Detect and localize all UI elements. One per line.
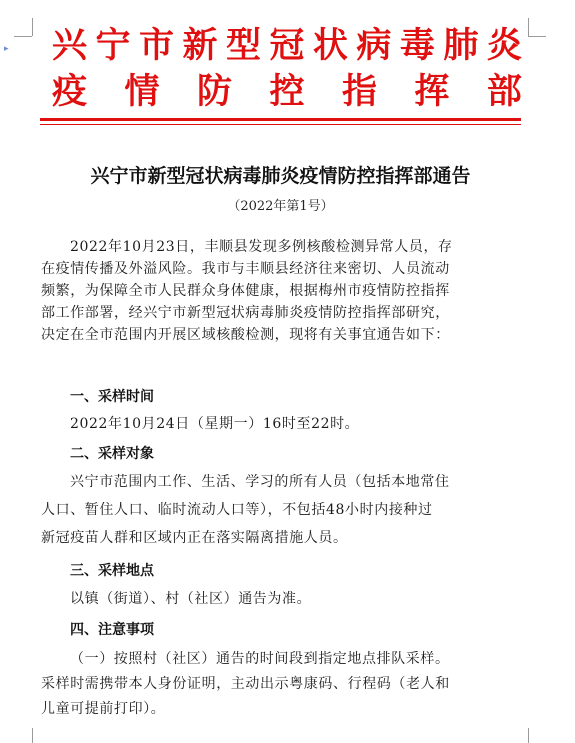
letterhead-line-1 [52,26,522,66]
intro-line: 部工作部署，经兴宁市新型冠状病毒肺炎疫情防控指挥部研究， [41,305,450,321]
letterhead-char: 部 [486,72,522,112]
letterhead-char: 新 [182,26,218,66]
bookmark-marker-icon: ▸ [4,44,9,54]
section-line: 人口、暂住人口、临时流动人口等），不包括48小时内接种过 [41,502,433,518]
intro-line: 在疫情传播及外溢风险。我市与丰顺县经济往来密切、人员流动 [41,261,450,277]
letterhead-char: 毒 [399,26,435,66]
letterhead-char: 指 [341,72,377,112]
crop-mark [14,36,32,37]
letterhead-char: 挥 [414,72,450,112]
section-body-notes [41,648,521,720]
letterhead-char: 型 [225,26,261,66]
section-line: 以镇（街道）、村（社区）通告为准。 [70,591,312,607]
letterhead-char: 防 [196,72,232,112]
section-line: 兴宁市范围内工作、生活、学习的所有人员（包括本地常住 [70,474,450,490]
intro-line: 频繁，为保障全市人民群众身体健康，根据梅州市疫情防控指挥 [41,283,450,299]
section-line: （一）按照村（社区）通告的时间段到指定地点排队采样。 [70,651,450,667]
letterhead-char: 市 [138,26,174,66]
section-line: 2022年10月24日（星期一）16时至22时。 [70,416,360,432]
crop-mark [32,728,33,743]
intro-paragraph [41,236,521,346]
letterhead-rule-thin [40,124,521,125]
letterhead-char: 控 [269,72,305,112]
section-heading-sampling-time: 一、采样时间 [70,389,154,405]
letterhead-rule [40,118,521,121]
section-line: 采样时需携带本人身份证明，主动出示粤康码、行程码（老人和 [41,676,450,692]
letterhead-char: 情 [124,72,160,112]
section-heading-sampling-target: 二、采样对象 [70,446,154,462]
letterhead-char: 疫 [52,72,88,112]
letterhead-char: 肺 [443,26,479,66]
letterhead-char: 炎 [486,26,522,66]
letterhead-char: 病 [356,26,392,66]
section-body-sampling-time [41,413,521,435]
letterhead-char: 状 [312,26,348,66]
section-line: 新冠疫苗人群和区域内正在落实隔离措施人员。 [41,530,348,546]
section-line: 儿童可提前打印）。 [41,701,166,717]
section-heading-notes: 四、注意事项 [70,622,154,638]
section-body-sampling-location [41,588,521,610]
letterhead-char: 宁 [95,26,131,66]
crop-mark [528,18,529,36]
letterhead-char: 冠 [269,26,305,66]
intro-line: 2022年10月23日，丰顺县发现多例核酸检测异常人员，存 [70,239,453,255]
section-body-sampling-target [41,471,521,549]
section-heading-sampling-location: 三、采样地点 [70,563,154,579]
notice-number: （2022年第1号） [227,199,334,214]
crop-mark [32,18,33,36]
notice-title: 兴宁市新型冠状病毒肺炎疫情防控指挥部通告 [90,165,471,187]
letterhead-char: 兴 [52,26,88,66]
letterhead-line-2 [52,72,522,112]
crop-mark [528,728,529,743]
intro-line: 决定在全市范围内开展区域核酸检测，现将有关事宜通告如下： [41,327,450,343]
crop-mark [528,36,546,37]
